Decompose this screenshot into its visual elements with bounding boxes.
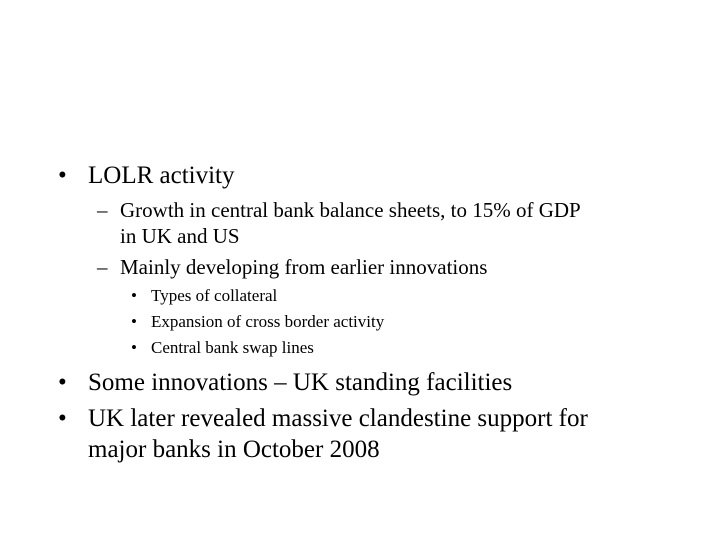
bullet-text-some-innovations: Some innovations – UK standing facilities (88, 369, 513, 396)
bullet-text-lolr-activity: LOLR activity (88, 162, 235, 189)
sub-bullet-text-line-1: Growth in central bank balance sheets, to 15% of GDP (120, 198, 581, 222)
sub-sub-bullet-text-expansion: Expansion of cross border activity (151, 312, 385, 331)
bullet-marker: • (58, 162, 67, 189)
sub-sub-bullet-text-types-of-collateral: Types of collateral (151, 286, 278, 305)
sub-sub-bullet-marker: • (131, 286, 137, 305)
sub-bullet-text-line-2: in UK and US (120, 224, 240, 248)
bullet-marker: • (58, 405, 67, 432)
bullet-marker: • (58, 369, 67, 396)
sub-bullet-marker: – (97, 255, 108, 279)
sub-sub-bullet-marker: • (131, 312, 137, 331)
sub-bullet-marker: – (97, 198, 108, 222)
bullet-text-uk-later-line-2: major banks in October 2008 (88, 436, 380, 463)
bullet-text-uk-later-line-1: UK later revealed massive clandestine support for (88, 405, 588, 432)
sub-sub-bullet-text-swap-lines: Central bank swap lines (151, 338, 314, 357)
sub-bullet-text-mainly-developing: Mainly developing from earlier innovations (120, 255, 488, 279)
sub-sub-bullet-marker: • (131, 338, 137, 357)
